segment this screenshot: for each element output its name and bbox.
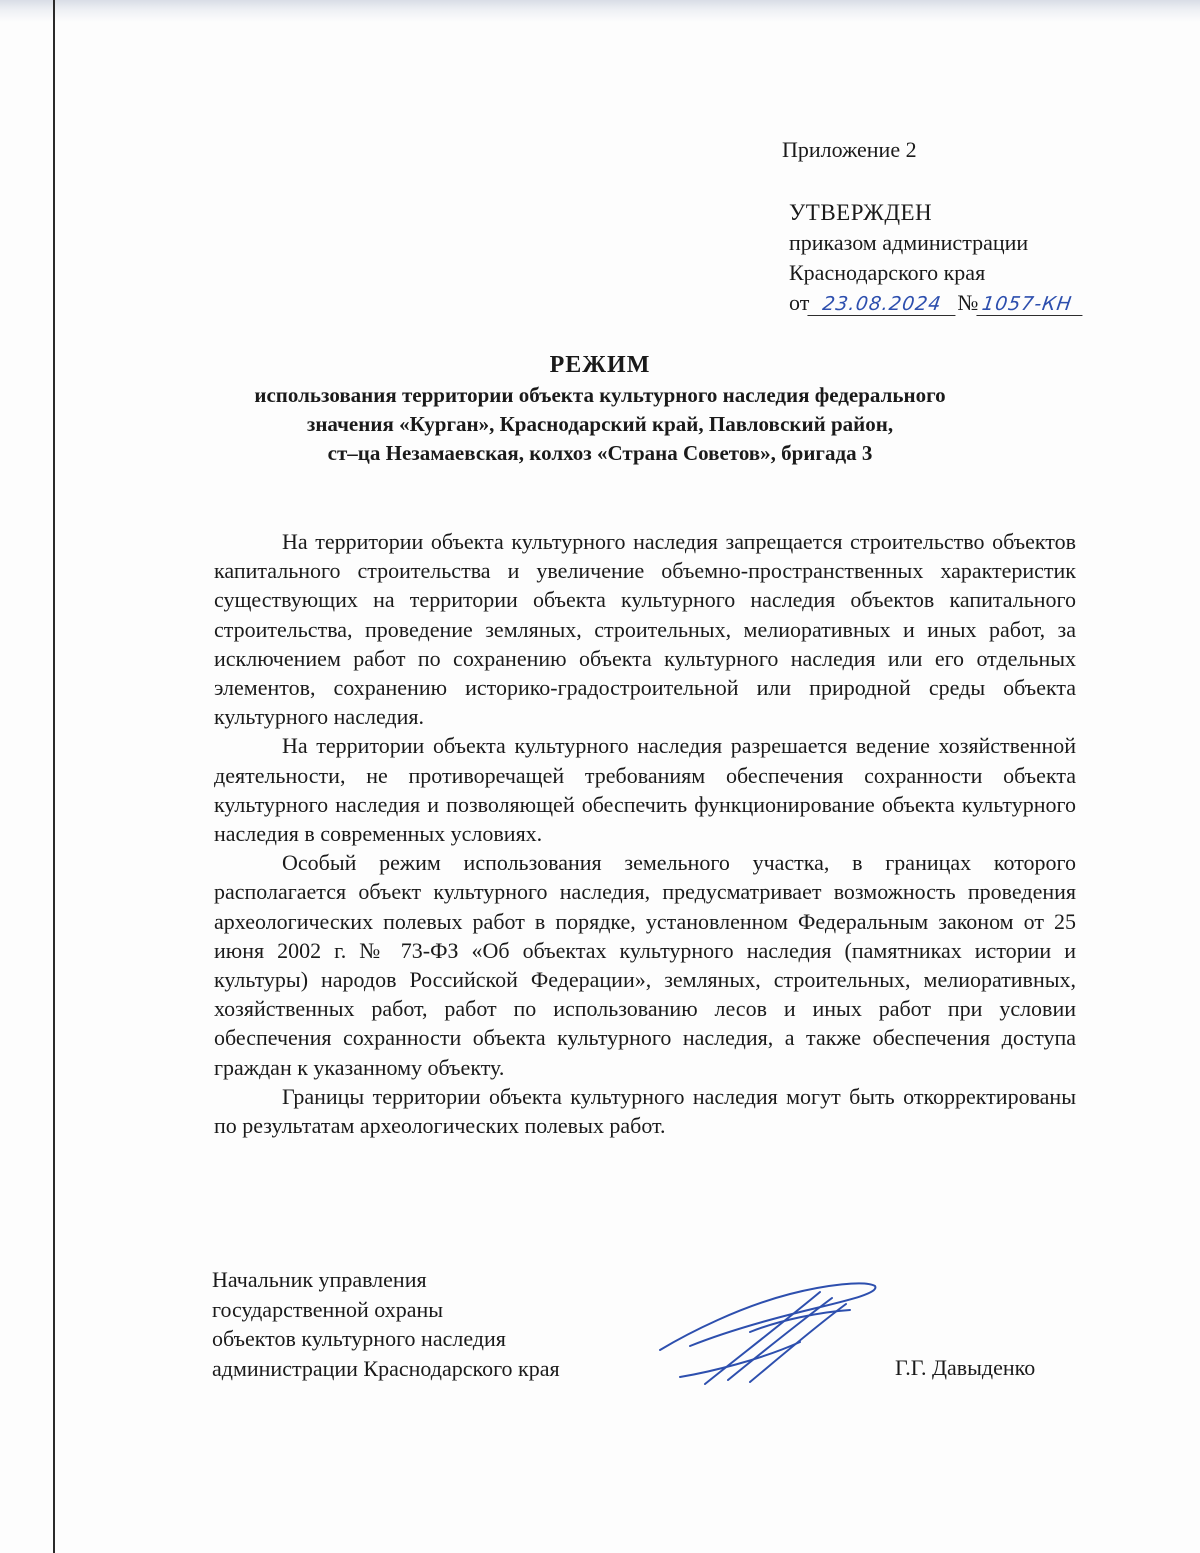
signer-line-1: Начальник управления	[212, 1267, 427, 1292]
handwritten-signature	[650, 1272, 890, 1402]
subtitle-line-1: использования территории объекта культурного наследия федерального	[254, 383, 946, 407]
approval-line-2: Краснодарского края	[789, 260, 986, 285]
body-paragraph-1: На территории объекта культурного наследия запрещается строительство объектов капитального строительства и увеличение объемно-пространственных характеристик существующих на территории объекта культурного наследия объектов капитального строительства, проведение земляных, строительных, мелиоративных и иных работ, за исключением работ по сохранению объекта культурного наследия или его отдельных элементов, сохранению историко-градостроительной или природной среды объекта культурного наследия.	[214, 529, 1076, 730]
signer-line-3: объектов культурного наследия	[212, 1326, 506, 1351]
signer-line-2: государственной охраны	[212, 1296, 444, 1322]
subtitle-line-3: ст–ца Незамаевская, колхоз «Страна Советов», бригада 3	[327, 441, 873, 465]
appendix-label: Приложение 2	[782, 137, 917, 162]
body-paragraph-4: Границы территории объекта культурного наследия могут быть откорректированы по результатам археологических полевых работ.	[214, 1083, 1076, 1139]
signer-name: Г.Г. Давыденко	[895, 1355, 1036, 1380]
document-title: РЕЖИМ	[549, 352, 651, 378]
scan-left-edge	[53, 0, 55, 1553]
body-paragraph-2: На территории объекта культурного наследия разрешается ведение хозяйственной деятельности, не противоречащей требованиям обеспечения сохранности объекта культурного наследия и позволяющей обеспечить функционирование объекта культурного наследия в современных условиях.	[214, 733, 1076, 847]
approval-date-line	[789, 288, 1084, 318]
signer-title-block	[212, 1265, 560, 1383]
handwritten-date: 23.08.2024	[808, 293, 959, 316]
approval-title: УТВЕРЖДЕН	[789, 200, 933, 225]
subtitle-line-2: значения «Курган», Краснодарский край, Павловский район,	[306, 412, 894, 436]
document-subtitle	[160, 381, 1040, 468]
scan-top-shadow	[0, 0, 1200, 22]
document-body	[214, 527, 1076, 1140]
handwritten-number: 1057-КН	[977, 293, 1086, 316]
body-paragraph-3: Особый режим использования земельного участка, в границах которого располагается объект культурного наследия, предусматривает возможность проведения археологических полевых работ в порядке, установленном Федеральным законом от 25 июня 2002 г. № 73-ФЗ «Об объектах культурного наследия (памятниках истории и культуры) народов Российской Федерации», земляных, строительных, мелиоративных, хозяйственных работ, работ по использованию лесов и иных работ при условии обеспечения сохранности объекта культурного наследия, а также обеспечения доступа граждан к указанному объекту.	[214, 850, 1076, 1080]
signer-line-4: администрации Краснодарского края	[212, 1355, 560, 1381]
approval-block	[789, 198, 1084, 318]
number-label: №	[957, 290, 979, 315]
from-label: от	[789, 290, 810, 315]
approval-line-1: приказом администрации	[789, 230, 1029, 255]
